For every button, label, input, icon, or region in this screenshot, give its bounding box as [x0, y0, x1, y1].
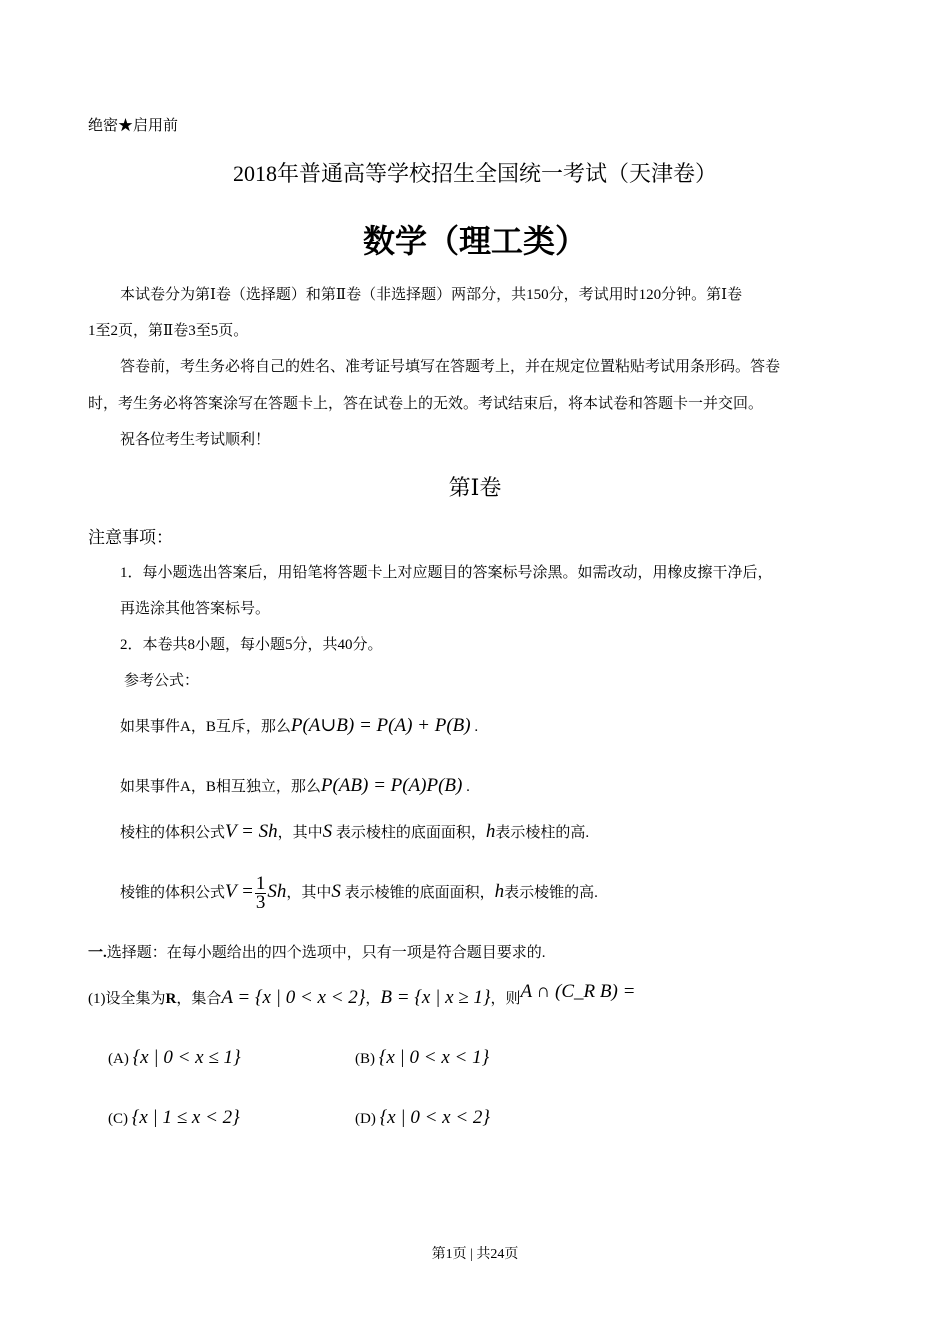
- option-label: (D): [355, 1111, 376, 1127]
- formula-text: 棱柱的体积公式: [120, 825, 226, 841]
- question-1: [88, 981, 636, 1009]
- question-expression: A ∩ (C_R B) =: [520, 981, 636, 1002]
- formula-end: .: [470, 719, 479, 735]
- formula-end: .: [462, 779, 470, 795]
- fraction: [255, 875, 267, 912]
- option-value: {x | 1 ≤ x < 2}: [131, 1107, 240, 1128]
- formula-independent: [120, 776, 470, 797]
- formula-text: ，其中: [277, 825, 323, 841]
- formula-math: V = Sh: [225, 821, 278, 842]
- section-heading: [88, 943, 546, 963]
- real-set: R: [165, 991, 177, 1007]
- option-label: (B): [355, 1051, 375, 1067]
- option-b: [355, 1048, 489, 1069]
- exam-title: 2018年普通高等学校招生全国统一考试（天津卷）: [232, 161, 717, 186]
- formula-math: V =: [225, 881, 254, 902]
- formula-var: h: [494, 881, 505, 902]
- question-text: ，集合: [176, 991, 222, 1007]
- intro-paragraph-2-line-1: 答卷前，考生务必将自己的姓名、准考证号填写在答题考上，并在规定位置粘贴考试用条形码。答卷: [120, 359, 781, 375]
- option-a: [108, 1048, 241, 1069]
- formula-text: 棱锥的体积公式: [120, 885, 226, 901]
- set-a: A = {x | 0 < x < 2}: [221, 987, 366, 1008]
- numerator: 1: [255, 873, 266, 895]
- formula-mutually-exclusive: [120, 716, 478, 737]
- denominator: 3: [255, 892, 266, 914]
- note-2: 2．本卷共8小题，每小题5分，共40分。: [120, 637, 383, 653]
- intro-paragraph-3: 祝各位考生考试顺利！: [120, 432, 271, 448]
- page-footer: 第1页 | 共24页: [431, 1247, 519, 1262]
- formula-var: S: [331, 881, 341, 902]
- formula-var: h: [485, 821, 496, 842]
- formula-prism-volume: [120, 822, 589, 843]
- intro-paragraph-2-line-2: 时，考生务必将答案涂写在答题卡上，答在试卷上的无效。考试结束后，将本试卷和答题卡一并交回。: [88, 396, 764, 412]
- note-1-line-2: 再选涂其他答案标号。: [120, 601, 271, 617]
- subject-title: 数学（理工类）: [362, 223, 587, 259]
- note-1-line-1: 1．每小题选出答案后，用铅笔将答题卡上对应题目的答案标号涂黑。如需改动，用橡皮擦干净后，: [120, 565, 773, 581]
- option-value: {x | 0 < x ≤ 1}: [132, 1047, 241, 1068]
- formula-text: 表示棱柱的高.: [495, 825, 590, 841]
- formula-math: P(A∪B) = P(A) + P(B): [290, 715, 471, 736]
- formula-text: 如果事件A，B相互独立，那么: [120, 779, 321, 795]
- part-title: 第Ⅰ卷: [448, 475, 502, 500]
- option-c: [108, 1108, 240, 1129]
- option-d: [355, 1108, 490, 1129]
- formula-text: 表示棱锥的底面面积，: [344, 885, 495, 901]
- set-b: B = {x | x ≥ 1}: [380, 987, 491, 1008]
- formula-var: S: [322, 821, 333, 842]
- section-number: 一.: [88, 945, 107, 961]
- question-text: ，: [365, 991, 381, 1007]
- question-text: ，则: [490, 991, 521, 1007]
- formula-text: ，其中: [286, 885, 332, 901]
- section-text: 选择题：在每小题给出的四个选项中，只有一项是符合题目要求的.: [106, 945, 546, 961]
- question-text: (1)设全集为: [88, 991, 166, 1007]
- option-value: {x | 0 < x < 2}: [379, 1107, 491, 1128]
- confidential-label: 绝密★启用前: [88, 118, 179, 134]
- intro-paragraph-1-line-2: 1至2页，第Ⅱ卷3至5页。: [88, 323, 249, 339]
- formula-math: Sh: [267, 881, 287, 902]
- formula-text: 如果事件A，B互斥，那么: [120, 719, 291, 735]
- option-label: (C): [108, 1111, 128, 1127]
- option-label: (A): [108, 1051, 129, 1067]
- notes-heading: 注意事项：: [88, 528, 173, 547]
- formula-pyramid-volume: [120, 872, 598, 913]
- formulas-heading: 参考公式：: [124, 673, 200, 689]
- formula-math: P(AB) = P(A)P(B): [320, 775, 463, 796]
- formula-text: 表示棱柱的底面面积，: [335, 825, 486, 841]
- option-value: {x | 0 < x < 1}: [378, 1047, 490, 1068]
- intro-paragraph-1-line-1: 本试卷分为第Ⅰ卷（选择题）和第Ⅱ卷（非选择题）两部分，共150分，考试用时120分钟。第Ⅰ卷: [120, 287, 743, 303]
- formula-text: 表示棱锥的高.: [504, 885, 598, 901]
